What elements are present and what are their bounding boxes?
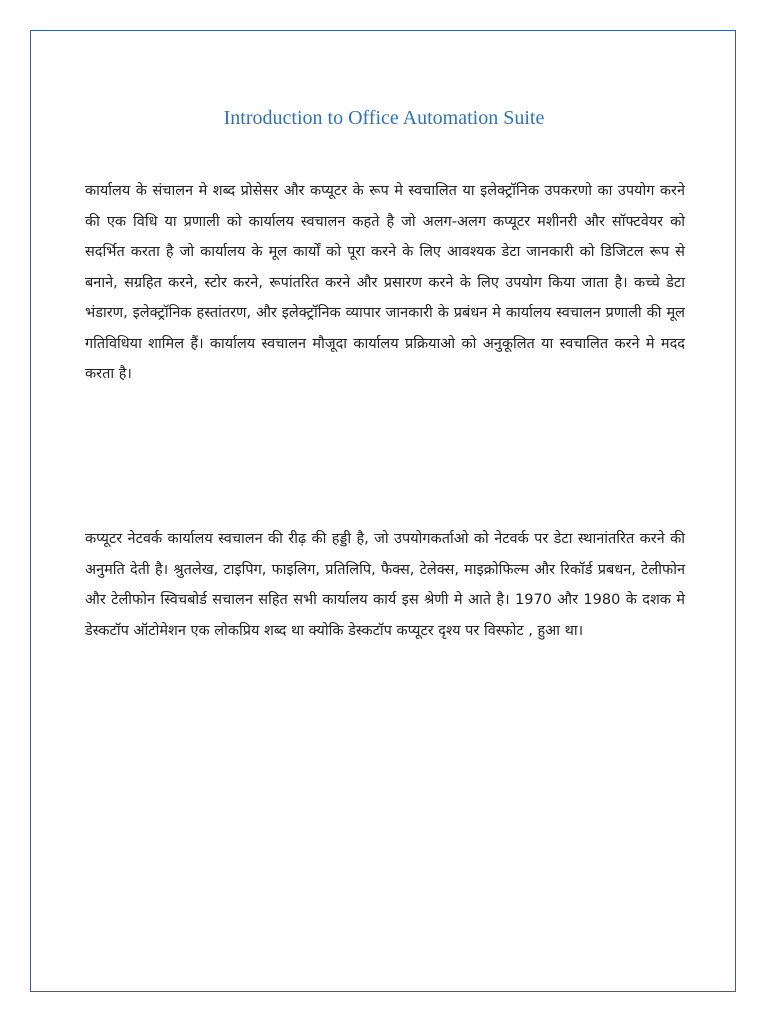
page-border bbox=[30, 30, 736, 992]
document-title: Introduction to Office Automation Suite bbox=[223, 107, 545, 129]
paragraph-1: कार्यालय के संचालन मे शब्द प्रोसेसर और कप्यूटर के रूप मे स्वचालित या इलेक्ट्रॉनिक उपकरणो का उपयोग करने की एक विधि या प्रणाली को कार्यालय स्वचालन कहते है जो अलग-अलग कप्यूटर मशीनरी और सॉफ्टवेयर को सदर्भित करता है जो कार्यालय के मूल कार्यों को पूरा करने के लिए आवश्यक डेटा जानकारी को डिजिटल रूप से बनाने, सग्रहित करने, स्टोर करने, रूपांतरित करने और प्रसारण करने के लिए उपयोग किया जाता है। कच्चे डेटा भंडारण, इलेक्ट्रॉनिक हस्तांतरण, और इलेक्ट्रॉनिक व्यापार जानकारी के प्रबंधन मे कार्यालय स्वचालन प्रणाली की मूल गतिविधिया शामिल हैं। कार्यालय स्वचालन मौजूदा कार्यालय प्रक्रियाओ को अनुकूलित या स्वचालित करने मे मदद करता है। bbox=[85, 183, 685, 382]
paragraph-2: कप्यूटर नेटवर्क कार्यालय स्वचालन की रीढ़ की हड्डी है, जो उपयोगकर्ताओ को नेटवर्क पर डेटा स्थानांतरित करने की अनुमति देती है। श्रुतलेख, टाइपिग, फाइलिग, प्रतिलिपि, फैक्स, टेलेक्स, माइक्रोफिल्म और रिकॉर्ड प्रबधन, टेलीफोन और टेलीफोन स्विचबोर्ड सचालन सहित सभी कार्यालय कार्य इस श्रेणी मे आते है। 1970 और 1980 के दशक मे डेस्कटॉप ऑटोमेशन एक लोकप्रिय शब्द था क्योकि डेस्कटॉप कप्यूटर दृश्य पर विस्फोट , हुआ था। bbox=[85, 531, 685, 639]
